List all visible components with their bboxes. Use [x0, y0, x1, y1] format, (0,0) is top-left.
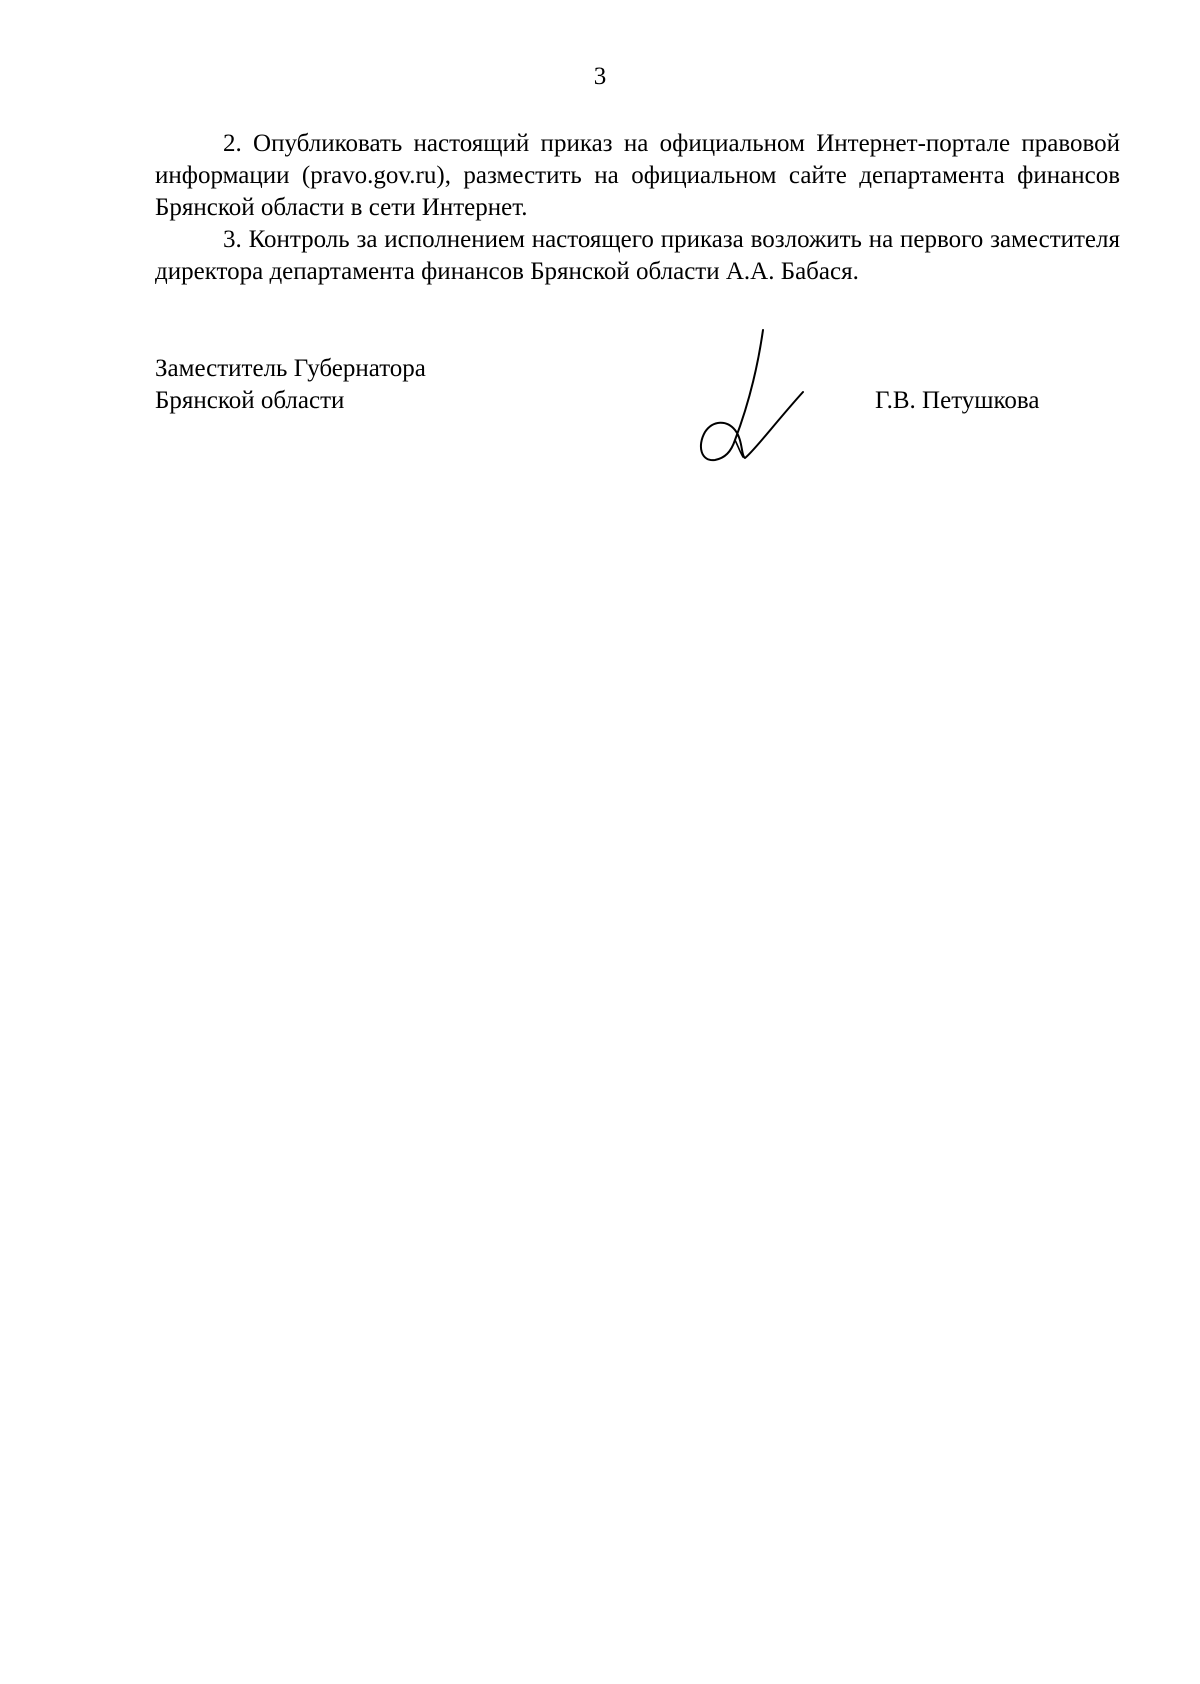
handwritten-signature-icon: [685, 328, 805, 478]
paragraph-control: 3. Контроль за исполнением настоящего приказа возложить на первого заместителя директора департамента финансов Брянской области А.А. Бабася.: [155, 226, 1120, 285]
signature-block: [155, 353, 1120, 473]
signer-position-line1: Заместитель Губернатора: [155, 355, 426, 382]
paragraph-publication: 2. Опубликовать настоящий приказ на официальном Интернет-портале правовой информации (pravo.gov.ru), разместить на официальном сайте департамента финансов Брянской области в сети Интернет.: [155, 130, 1120, 221]
signer-position-line2: Брянской области: [155, 387, 345, 414]
signer-name: Г.В. Петушкова: [875, 387, 1040, 414]
document-body: [155, 128, 1120, 288]
signer-position: [155, 353, 426, 417]
page-number: 3: [593, 63, 607, 90]
